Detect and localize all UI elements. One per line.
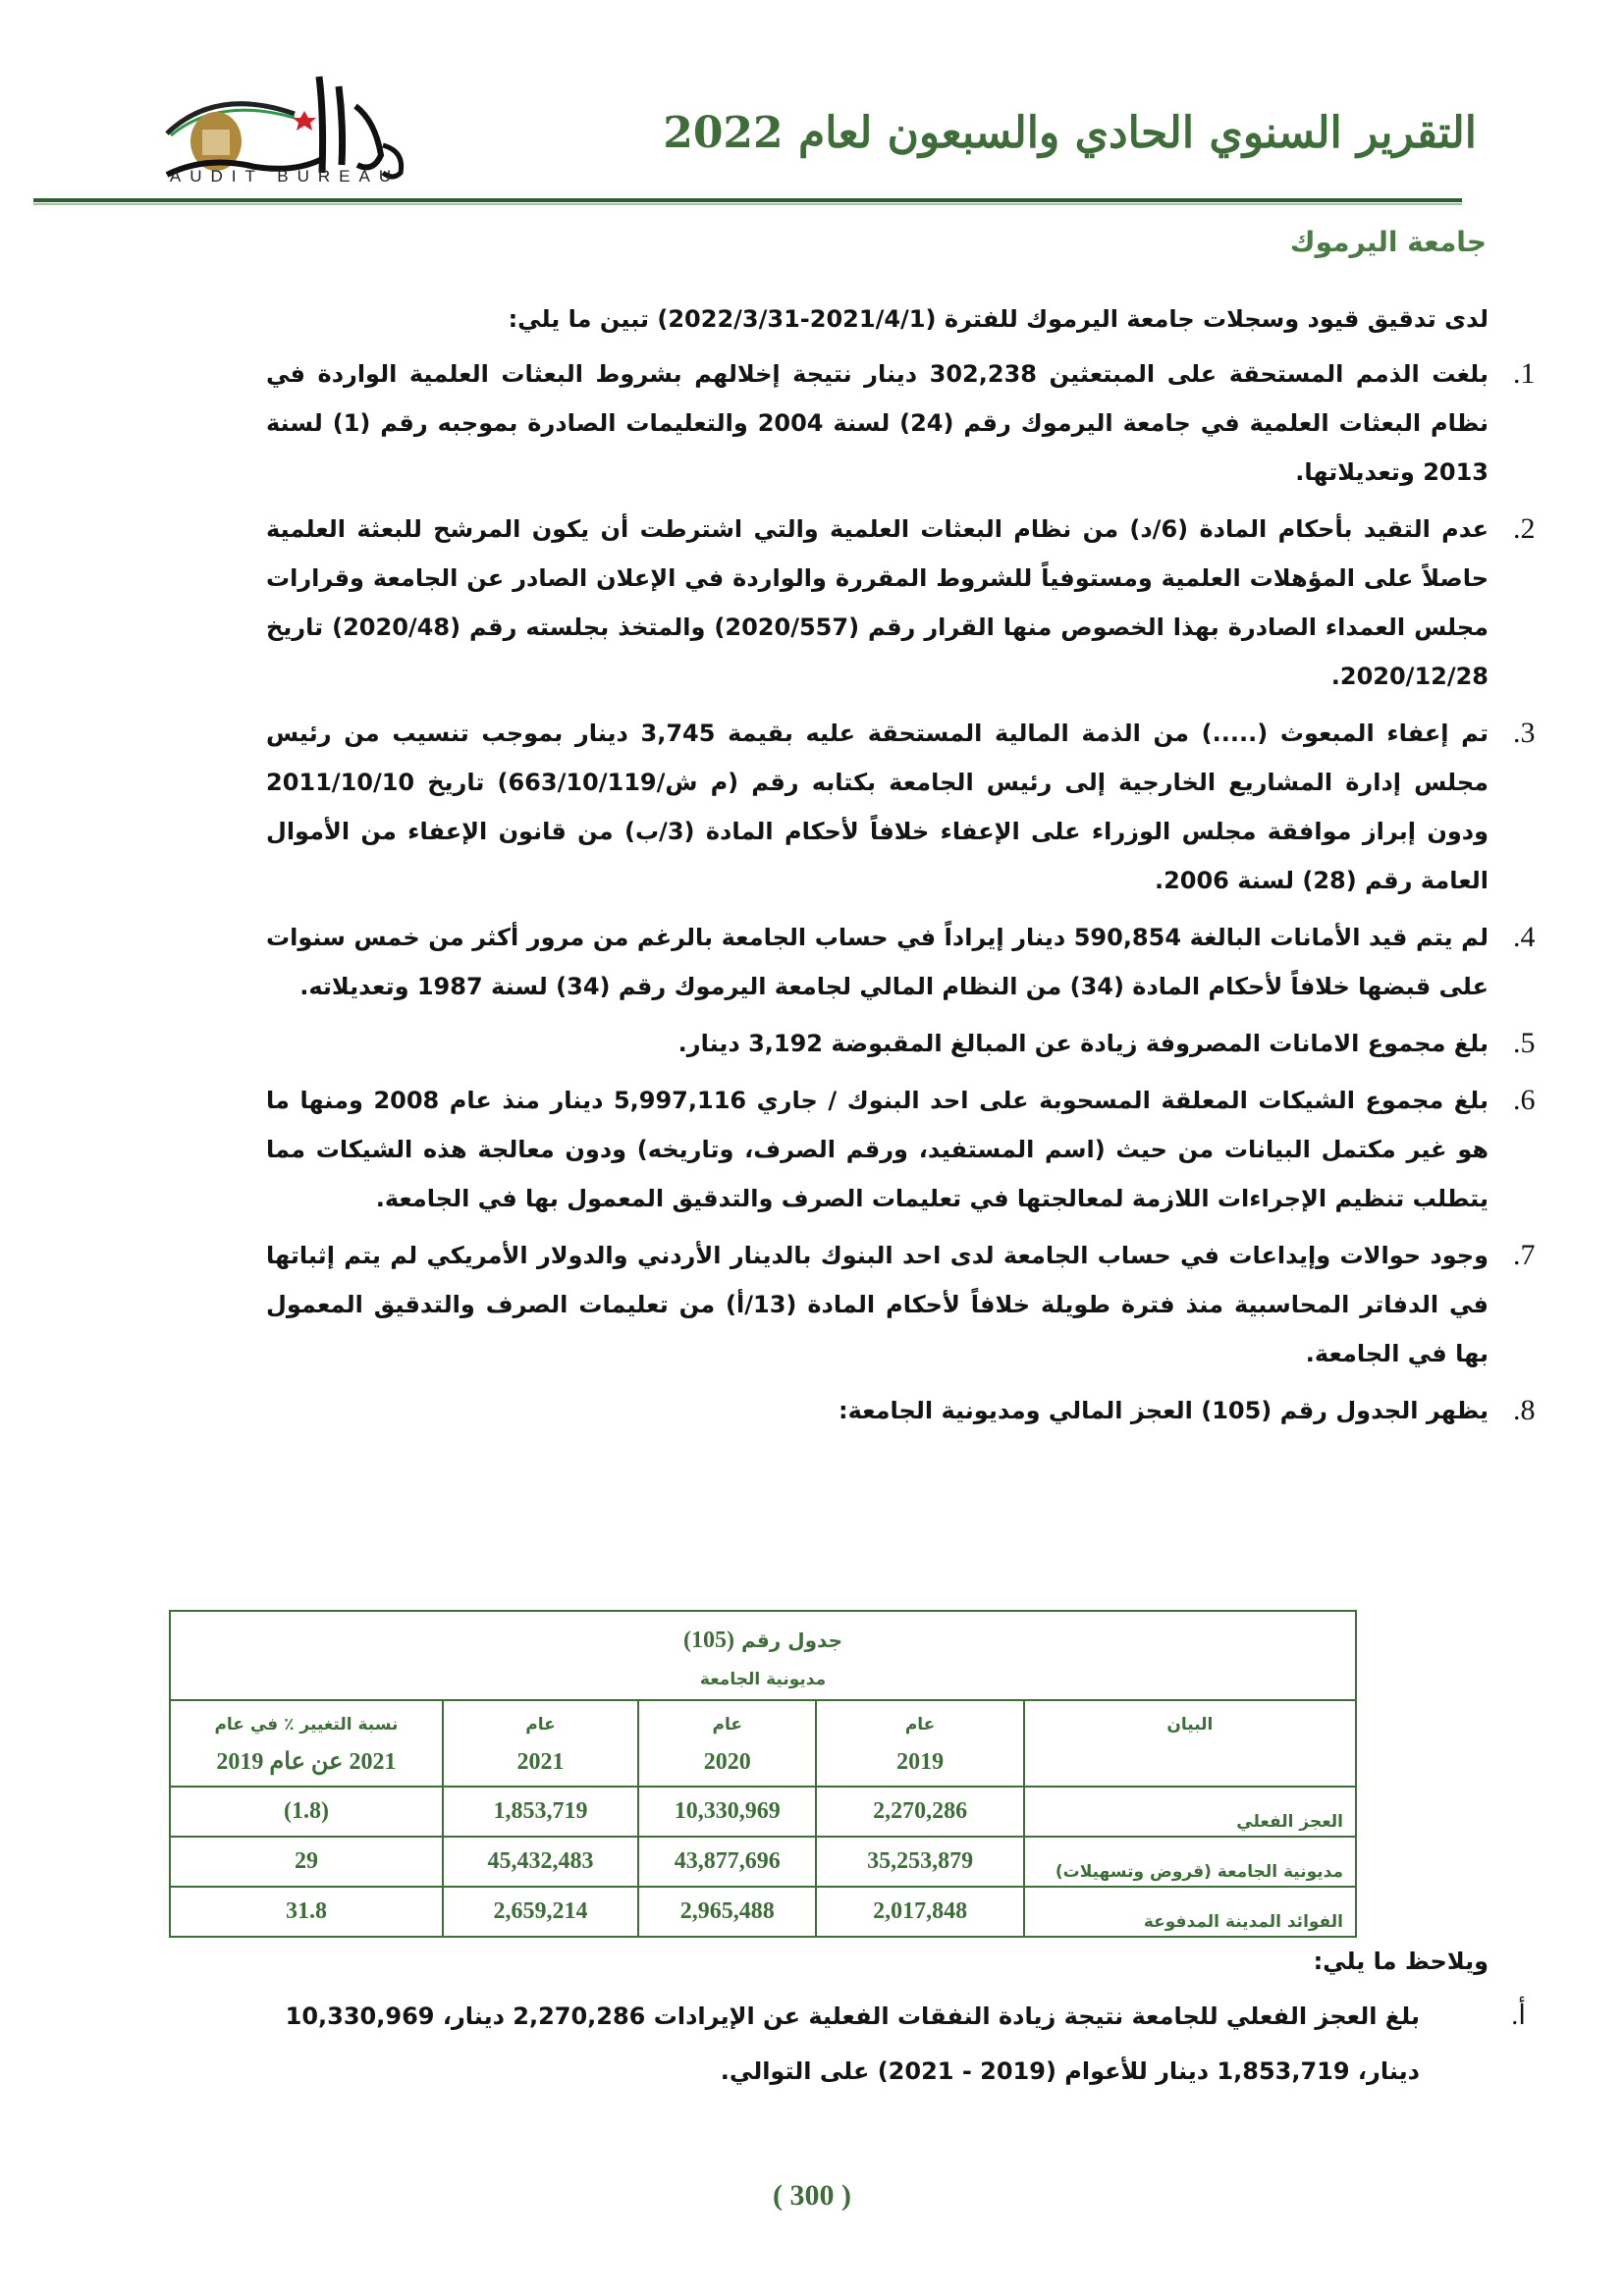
cell-2021: 45,432,483 [443, 1837, 638, 1887]
cell-2020: 43,877,696 [638, 1837, 816, 1887]
col-header-line2: 2019 [896, 1749, 945, 1775]
note-item [266, 1989, 1526, 2099]
page-number: ( 300 ) [773, 2179, 851, 2212]
debt-table [169, 1610, 1357, 1938]
col-header-2021 [443, 1700, 638, 1787]
cell-2021: 2,659,214 [443, 1887, 638, 1937]
col-header-line1: عام [712, 1715, 743, 1735]
cell-2019: 35,253,879 [816, 1837, 1023, 1887]
item-text: يظهر الجدول رقم (105) العجز المالي ومديونية الجامعة: [838, 1397, 1489, 1424]
finding-item [266, 913, 1536, 1011]
col-header-line2 [1026, 1743, 1354, 1781]
notes-heading: ويلاحظ ما يلي: [1313, 1948, 1489, 1975]
table-row [170, 1887, 1356, 1937]
col-header-line1: نسبة التغيير ٪ في عام [214, 1715, 399, 1735]
item-text: تم إعفاء المبعوث (.....) من الذمة المالية المستحقة عليه بقيمة 3,745 دينار بموجب تنسيب من رئيس مجلس إدارة المشاريع الخارجية إلى رئيس الجامعة بكتابه رقم (م ش/663/10/119) تاريخ 2011/10/10 ودون إبراز موافقة مجلس الوزراء على الإعفاء خلافاً لأحكام المادة (3/ب) من قانون الإعفاء من الأموال العامة رقم (28) لسنة 2006. [266, 720, 1489, 894]
item-text: وجود حوالات وإيداعات في حساب الجامعة لدى احد البنوك بالدينار الأردني والدولار الأمريكي لم يتم إثباتها في الدفاتر المحاسبية منذ فترة طويلة خلافاً لأحكام المادة (13/أ) من تعليمات الصرف والتدقيق المعمول بها في الجامعة. [266, 1242, 1489, 1367]
item-number: 8. [1513, 1394, 1536, 1426]
cell-change: 29 [170, 1837, 443, 1887]
caption-number: (105) [683, 1627, 734, 1653]
table-row [170, 1787, 1356, 1837]
item-number: 5. [1513, 1027, 1536, 1059]
finding-item [266, 349, 1536, 497]
col-header-line2: 2021 [516, 1749, 565, 1775]
item-text: بلغت الذمم المستحقة على المبتعثين 302,238 دينار نتيجة إخلالهم بشروط البعثات العلمية الواردة في نظام البعثات العلمية في جامعة اليرموك رقم (24) لسنة 2004 والتعليمات الصادرة بموجبه رقم (1) لسنة 2013 وتعديلاتها. [266, 360, 1489, 486]
row-label: العجز الفعلي [1024, 1787, 1356, 1837]
finding-item [266, 505, 1536, 701]
cell-2019: 2,017,848 [816, 1887, 1023, 1937]
cell-2020: 10,330,969 [638, 1787, 816, 1837]
item-number: 2. [1513, 512, 1536, 545]
table-row [170, 1837, 1356, 1887]
cell-2019: 2,270,286 [816, 1787, 1023, 1837]
col-header-line1: عام [904, 1715, 936, 1735]
report-title: التقرير السنوي الحادي والسبعون لعام 2022 [663, 108, 1477, 158]
table-subtitle: مديونية الجامعة [170, 1660, 1356, 1700]
finding-item [266, 709, 1536, 905]
cell-change: 31.8 [170, 1887, 443, 1937]
header-divider [33, 198, 1462, 202]
section-title: جامعة اليرموك [1289, 226, 1487, 258]
note-letter: أ. [1511, 2001, 1526, 2031]
intro-paragraph: لدى تدقيق قيود وسجلات جامعة اليرموك للفترة (2021/4/1-2022/3/31) تبين ما يلي: [508, 305, 1489, 333]
item-text: بلغ مجموع الامانات المصروفة زيادة عن المبالغ المقبوضة 3,192 دينار. [677, 1030, 1489, 1057]
note-text: بلغ العجز الفعلي للجامعة نتيجة زيادة النفقات الفعلية عن الإيرادات 2,270,286 دينار، 10,330,969 دينار، 1,853,719 دينار للأعوام (2019 - 2021) على التوالي. [285, 2002, 1420, 2085]
cell-change: (1.8) [170, 1787, 443, 1837]
notes-section [266, 1934, 1526, 2099]
item-number: 4. [1513, 921, 1536, 953]
item-text: بلغ مجموع الشيكات المعلقة المسحوبة على احد البنوك / جاري 5,997,116 دينار منذ عام 2008 ومنها ما هو غير مكتمل البيانات من حيث (اسم المستفيد، ورقم الصرف، وتاريخه) ودون معالجة هذه الشيكات مما يتطلب تنظيم الإجراءات اللازمة لمعالجتها في تعليمات الصرف والتدقيق المعمول بها في الجامعة. [266, 1087, 1489, 1212]
col-header-description [1024, 1700, 1356, 1787]
table-caption [170, 1611, 1356, 1660]
finding-item [266, 1076, 1536, 1223]
finding-item [266, 1019, 1536, 1068]
cell-2020: 2,965,488 [638, 1887, 816, 1937]
item-number: 7. [1513, 1239, 1536, 1271]
item-number: 6. [1513, 1084, 1536, 1116]
col-header-line1: البيان [1166, 1715, 1214, 1735]
table-header-row [170, 1700, 1356, 1787]
findings-list [266, 294, 1536, 1443]
col-header-2019 [816, 1700, 1023, 1787]
table-105 [169, 1610, 1357, 1938]
table-caption-row [170, 1611, 1356, 1660]
col-header-line2: 2021 عن عام 2019 [216, 1749, 397, 1775]
finding-item [266, 1386, 1536, 1435]
row-label: الفوائد المدينة المدفوعة [1024, 1887, 1356, 1937]
finding-item [266, 1231, 1536, 1378]
col-header-line1: عام [525, 1715, 556, 1735]
col-header-change [170, 1700, 443, 1787]
item-text: لم يتم قيد الأمانات البالغة 590,854 دينار إيراداً في حساب الجامعة بالرغم من مرور أكثر من خمس سنوات على قبضها خلافاً لأحكام المادة (34) من النظام المالي لجامعة اليرموك رقم (34) لسنة 1987 وتعديلاته. [266, 924, 1489, 1000]
col-header-line2: 2020 [703, 1749, 751, 1775]
header-divider-light [33, 203, 1462, 205]
page-header [0, 0, 1624, 206]
table-subtitle-row [170, 1660, 1356, 1700]
item-number: 3. [1513, 717, 1536, 749]
caption-label: جدول رقم [740, 1628, 842, 1652]
cell-2021: 1,853,719 [443, 1787, 638, 1837]
item-text: عدم التقيد بأحكام المادة (6/د) من نظام البعثات العلمية والتي اشترطت أن يكون المرشح للبعثة العلمية حاصلاً على المؤهلات العلمية ومستوفياً للشروط المقررة والواردة في الإعلان الصادر عن الجامعة وقرارات مجلس العمداء الصادرة بهذا الخصوص منها القرار رقم (2020/557) والمتخذ بجلسته رقم (2020/48) تاريخ 2020/12/28. [266, 515, 1489, 690]
item-number: 1. [1513, 357, 1536, 390]
row-label: مديونية الجامعة (قروض وتسهيلات) [1024, 1837, 1356, 1887]
logo-caption: AUDIT BUREAU [169, 167, 401, 186]
col-header-2020 [638, 1700, 816, 1787]
